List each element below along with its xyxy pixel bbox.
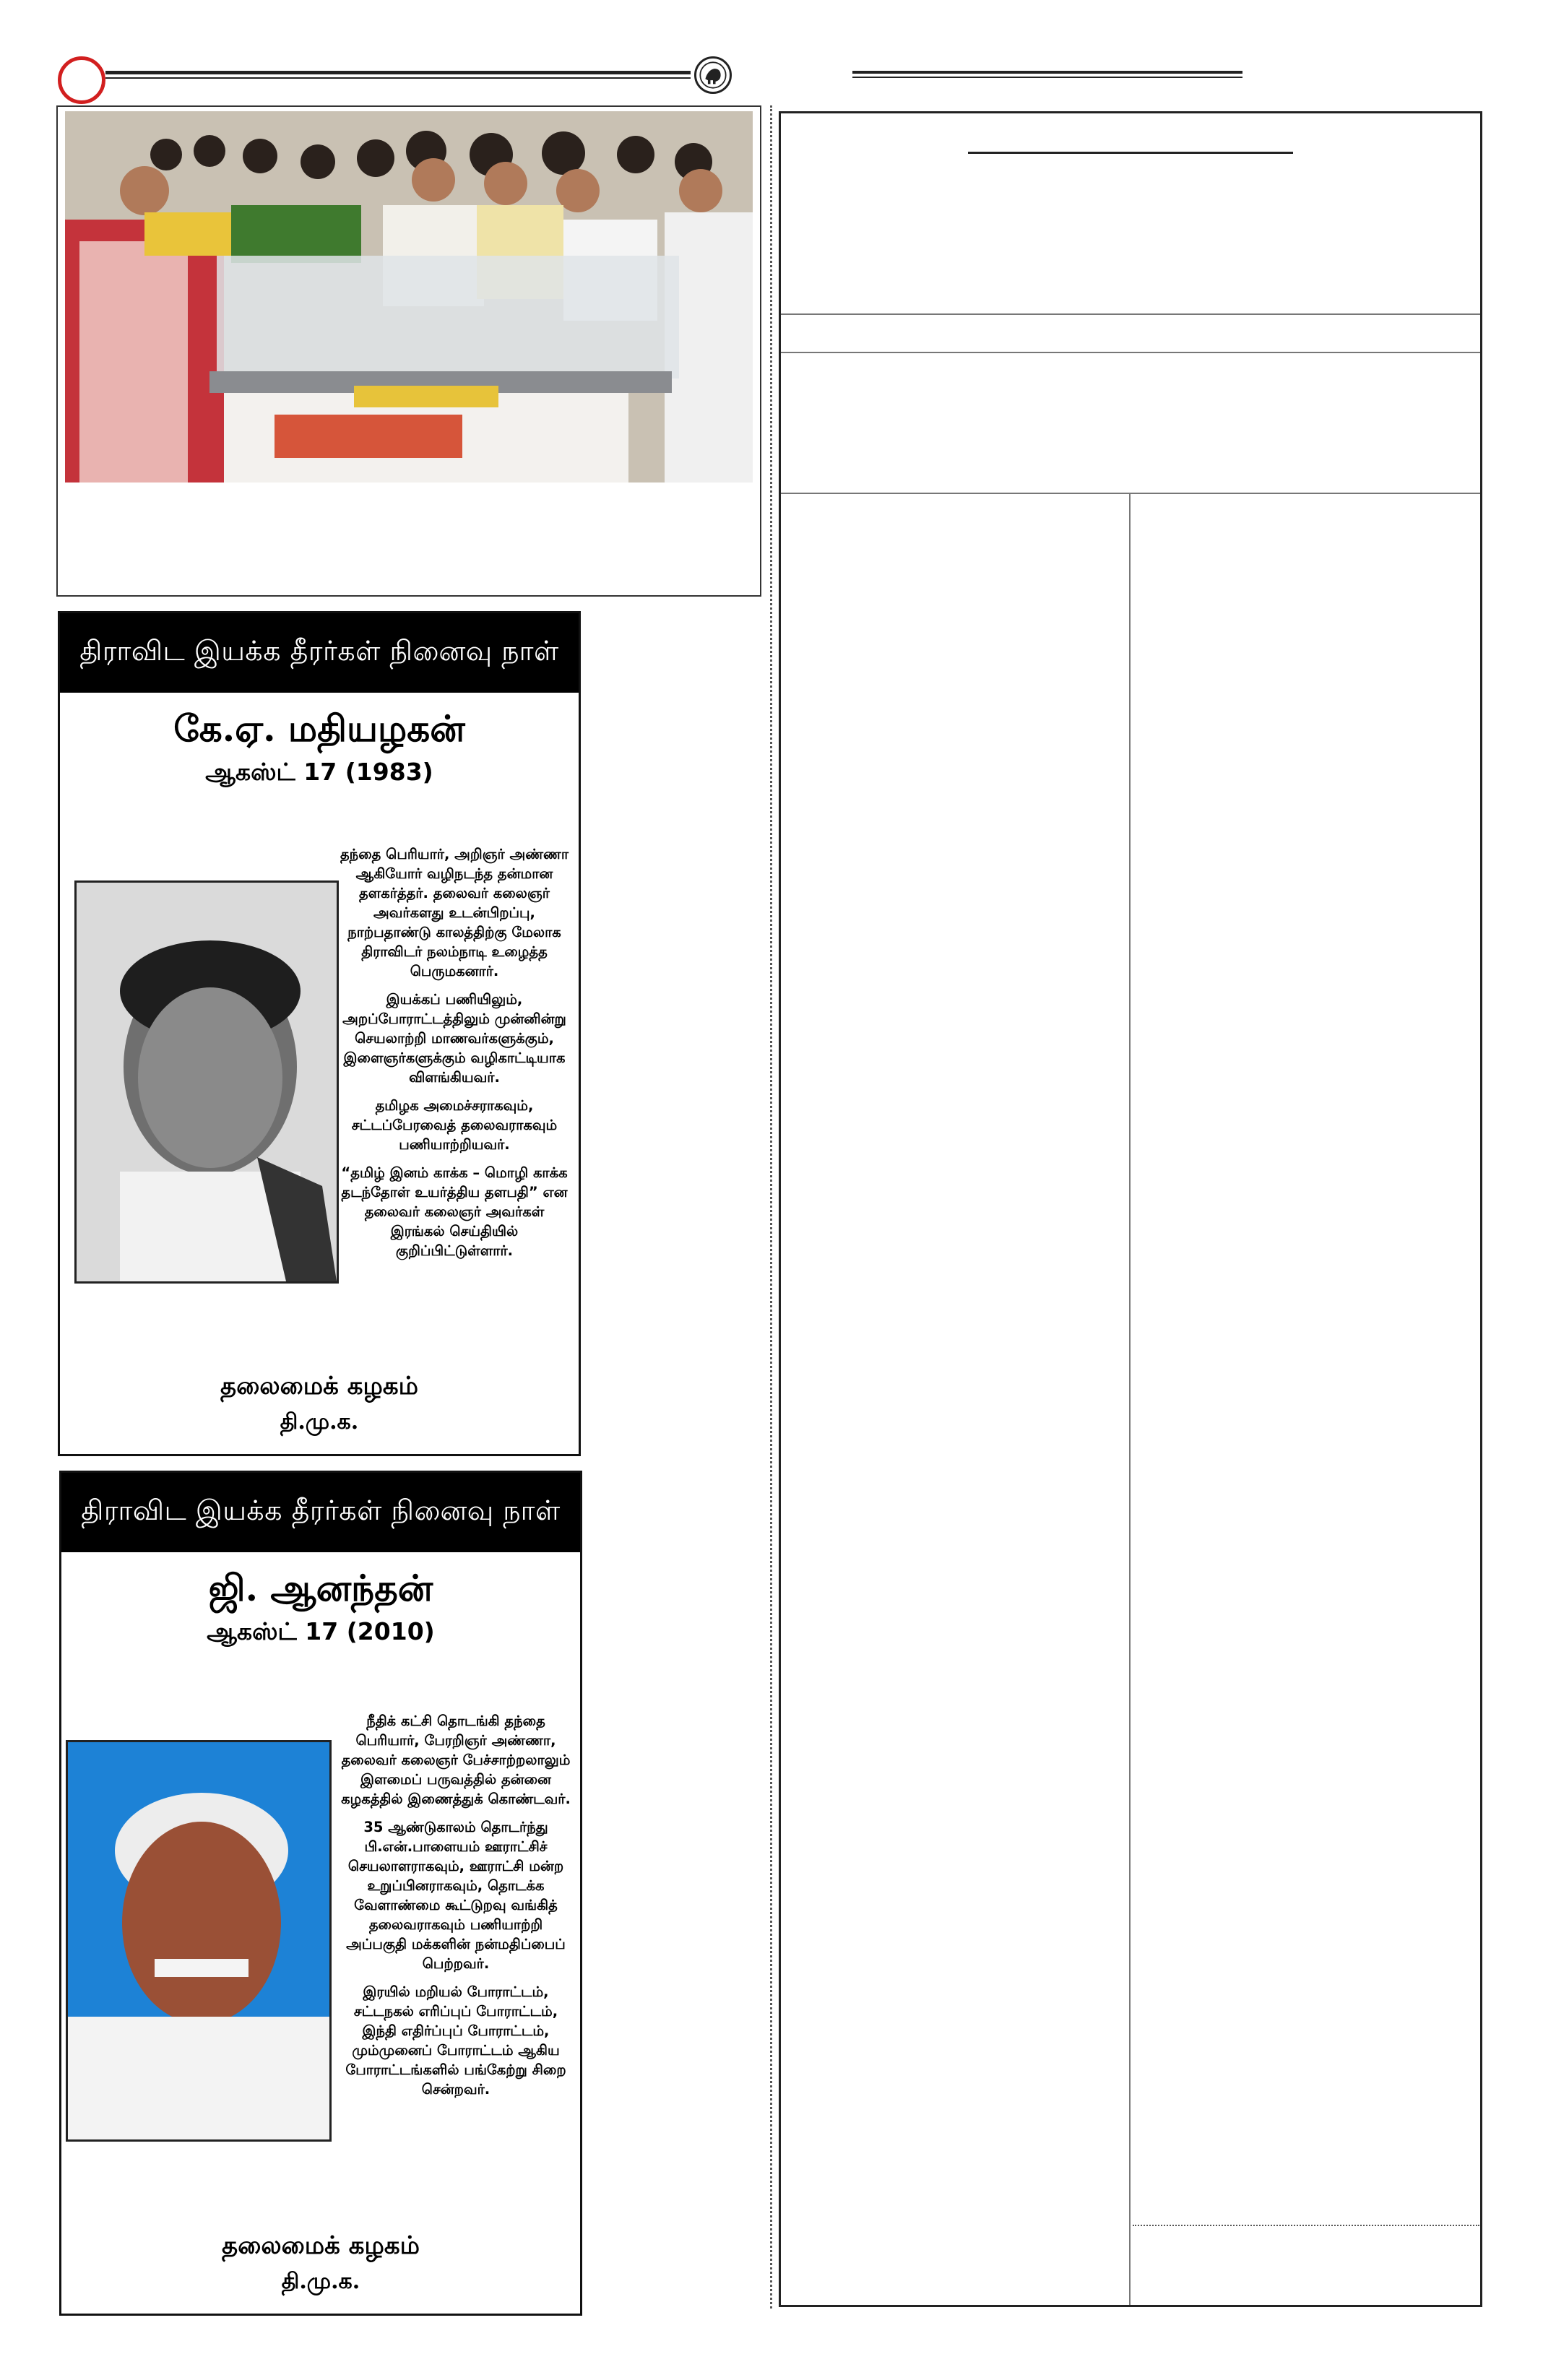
right-panel-rule	[781, 352, 1480, 353]
right-panel-rule	[781, 313, 1480, 315]
right-panel-dotted-rule	[1133, 2225, 1479, 2226]
memorial-date: ஆகஸ்ட் 17 (2010)	[207, 1617, 435, 1645]
memorial-party: தி.மு.க.	[281, 2269, 360, 2294]
portrait-photo	[66, 1740, 332, 2142]
right-panel-title-rule	[968, 152, 1293, 154]
memorial-org: தலைமைக் கழகம்	[222, 2231, 420, 2260]
memorial-heading: திராவிட இயக்க தீரர்கள் நினைவு நாள்	[60, 613, 579, 693]
memorial-org: தலைமைக் கழகம்	[220, 1372, 418, 1401]
memorial-paragraph: தந்தை பெரியார், அறிஞர் அண்ணா ஆகியோர் வழிநடந்த தன்மான தளகர்த்தர். தலைவர் கலைஞர் அவர்களது உடன்பிறப்பு, நாற்பதாண்டு காலத்திற்கு மேலாக திராவிடர் நலம்நாடி உழைத்த பெருமகனார்.	[340, 846, 569, 979]
memorial-paragraph: இரயில் மறியல் போராட்டம், சட்டநகல் எரிப்புப் போராட்டம், இந்தி எதிர்ப்புப் போராட்டம், மும்முனைப் போராட்டம் ஆகிய போராட்டங்களில் பங்கேற்று சிறை சென்றவர்.	[345, 1983, 566, 2098]
red-ring-icon	[58, 56, 105, 104]
memorial-date: ஆகஸ்ட் 17 (1983)	[205, 758, 433, 786]
memorial-party: தி.மு.க.	[280, 1409, 359, 1435]
portrait-photo	[74, 880, 339, 1284]
memorial-name: கே.ஏ. மதியழகன்	[173, 707, 465, 750]
memorial-paragraph: 35 ஆண்டுகாலம் தொடர்ந்து பி.என்.பாளையம் ஊராட்சிச் செயலாளராகவும், ஊராட்சி மன்ற உறுப்பினராகவும், தொடக்க வேளாண்மை கூட்டுறவு வங்கித் தலைவராகவும் பணியாற்றி அப்பகுதி மக்களின் நன்மதிப்பைப் பெற்றவர்.	[346, 1819, 566, 1972]
right-header-rule-thin	[852, 77, 1242, 78]
memorial-text	[339, 844, 570, 1269]
memorial-box	[58, 611, 581, 1456]
header-rule	[105, 71, 691, 74]
memorial-paragraph: நீதிக் கட்சி தொடங்கி தந்தை பெரியார், பேரறிஞர் அண்ணா, தலைவர் கலைஞர் பேச்சாற்றலாலும் இளமைப் பருவத்தில் தன்னை கழகத்தில் இணைத்துக் கொண்டவர்.	[341, 1713, 571, 1807]
memorial-paragraph: “தமிழ் இனம் காக்க – மொழி காக்க தடந்தோள் உயர்த்திய தளபதி” என தலைவர் கலைஞர் அவர்கள் இரங்கல் செய்தியில் குறிப்பிட்டுள்ளார்.	[341, 1164, 568, 1259]
party-emblem-icon	[694, 56, 732, 94]
header-rule-thin	[105, 77, 691, 79]
right-panel-rule	[781, 493, 1480, 494]
news-photo	[65, 111, 753, 483]
right-header-rule	[852, 71, 1242, 74]
memorial-paragraph: இயக்கப் பணியிலும், அறப்போராட்டத்திலும் முன்னின்று செயலாற்றி மாணவர்களுக்கும், இளைஞர்களுக்கும் வழிகாட்டியாக விளங்கியவர்.	[342, 991, 566, 1086]
memorial-paragraph: தமிழக அமைச்சராகவும், சட்டப்பேரவைத் தலைவராகவும் பணியாற்றியவர்.	[351, 1097, 558, 1153]
column-divider	[770, 105, 772, 2308]
memorial-heading: திராவிட இயக்க தீரர்கள் நினைவு நாள்	[61, 1473, 580, 1552]
memorial-name: ஜி. ஆனந்தன்	[208, 1567, 433, 1609]
right-panel-column-rule	[1129, 493, 1131, 2305]
memorial-box	[59, 1471, 582, 2316]
memorial-text	[340, 1711, 571, 2108]
right-panel	[779, 111, 1482, 2307]
